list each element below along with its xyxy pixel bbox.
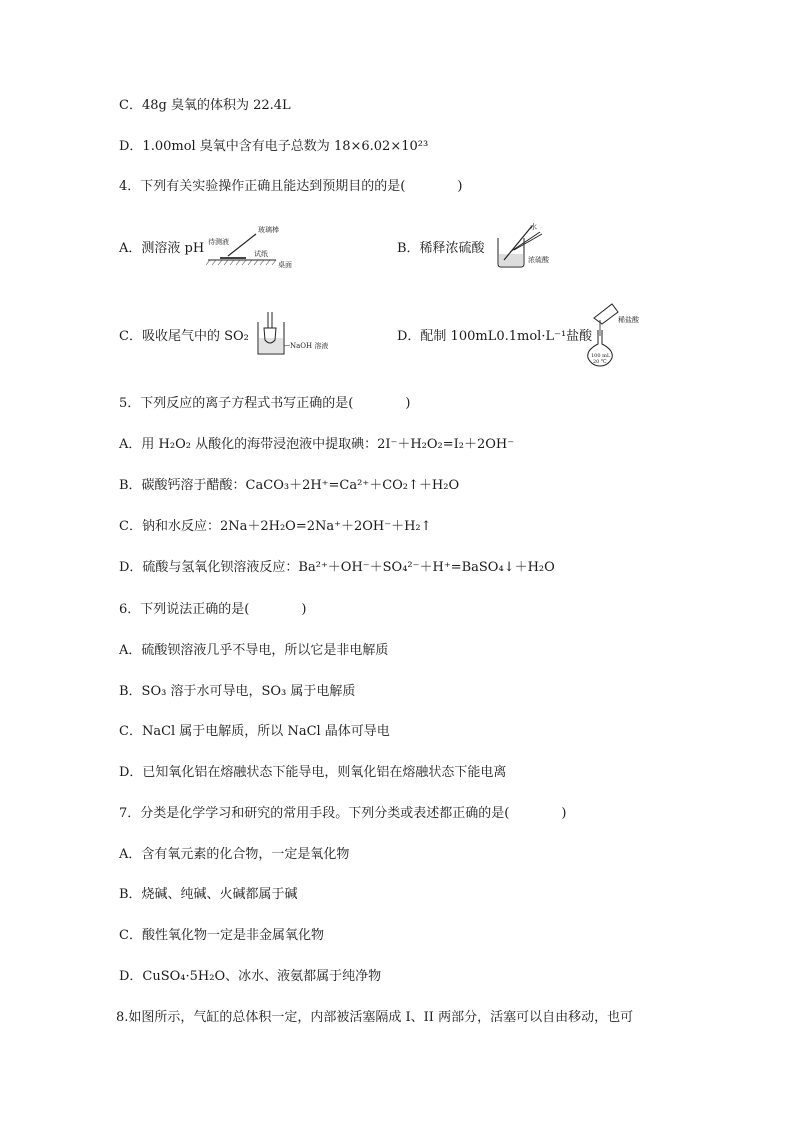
q7-stem: 7．分类是化学学习和研究的常用手段。下列分类或表述都正确的是( ) [119,806,567,821]
q7-option-b: B．烧碱、纯碱、火碱都属于碱 [119,887,298,902]
volumetric-flask-figure [584,300,646,370]
label-table: 桌面 [278,261,292,269]
q6-option-c: C．NaCl 属于电解质，所以 NaCl 晶体可导电 [119,724,390,739]
q5-option-a: A．用 H₂O₂ 从酸化的海带浸泡液中提取碘：2I⁻＋H₂O₂=I₂＋2OH⁻ [119,437,515,452]
q5-stem: 5．下列反应的离子方程式书写正确的是( ) [119,396,411,411]
label-flask-volume: 100 mL [591,353,611,359]
q4-stem: 4．下列有关实验操作正确且能达到预期目的的是( ) [119,179,463,194]
q6-option-d: D．已知氧化铝在熔融状态下能导电，则氧化铝在熔融状态下能电离 [119,765,507,780]
q3-option-c: C．48g 臭氧的体积为 22.4L [119,98,291,113]
q5-option-b: B．碳酸钙溶于醋酸：CaCO₃＋2H⁺=Ca²⁺＋CO₂↑＋H₂O [119,478,460,493]
q7-option-a: A．含有氧元素的化合物，一定是氧化物 [119,847,350,862]
q7-option-c: C．酸性氧化物一定是非金属氧化物 [119,928,324,943]
q4-option-d: D．配制 100mL0.1mol·L⁻¹盐酸 [397,329,593,344]
q5-option-c: C．钠和水反应：2Na＋2H₂O=2Na⁺＋2OH⁻＋H₂↑ [119,519,432,534]
so2-absorb-figure [254,308,344,360]
label-flask-temp: 20 ℃ [593,359,607,365]
q6-option-b: B．SO₃ 溶于水可导电，SO₃ 属于电解质 [119,684,356,699]
label-naoh: NaOH 溶液 [290,342,329,350]
label-conc-acid: 浓硫酸 [528,256,549,264]
label-glass-rod: 玻璃棒 [258,226,279,234]
label-test-liquid: 待测液 [208,238,229,246]
dilute-acid-figure [492,220,562,270]
q6-option-a: A．硫酸钡溶液几乎不导电，所以它是非电解质 [119,643,389,658]
ph-test-figure [206,220,302,272]
q4-option-b: B．稀释浓硫酸 [397,241,485,256]
q3-option-d: D．1.00mol 臭氧中含有电子总数为 18×6.02×10²³ [119,139,429,154]
q7-option-d: D．CuSO₄·5H₂O、冰水、液氨都属于纯净物 [119,969,382,984]
q5-option-d: D．硫酸与氢氧化钡溶液反应：Ba²⁺＋OH⁻＋SO₄²⁻＋H⁺=BaSO₄↓＋H₂O [119,560,555,575]
q6-stem: 6．下列说法正确的是( ) [119,602,307,617]
label-dilute-hcl: 稀盐酸 [618,316,639,324]
label-test-paper: 试纸 [254,250,268,258]
label-water: 水 [530,223,537,231]
q8-stem: 8.如图所示，气缸的总体积一定，内部被活塞隔成 I、II 两部分，活塞可以自由移动，也可 [116,1010,634,1025]
q4-option-c: C．吸收尾气中的 SO₂ [119,329,249,344]
q4-option-a: A．测溶液 pH [119,241,205,256]
